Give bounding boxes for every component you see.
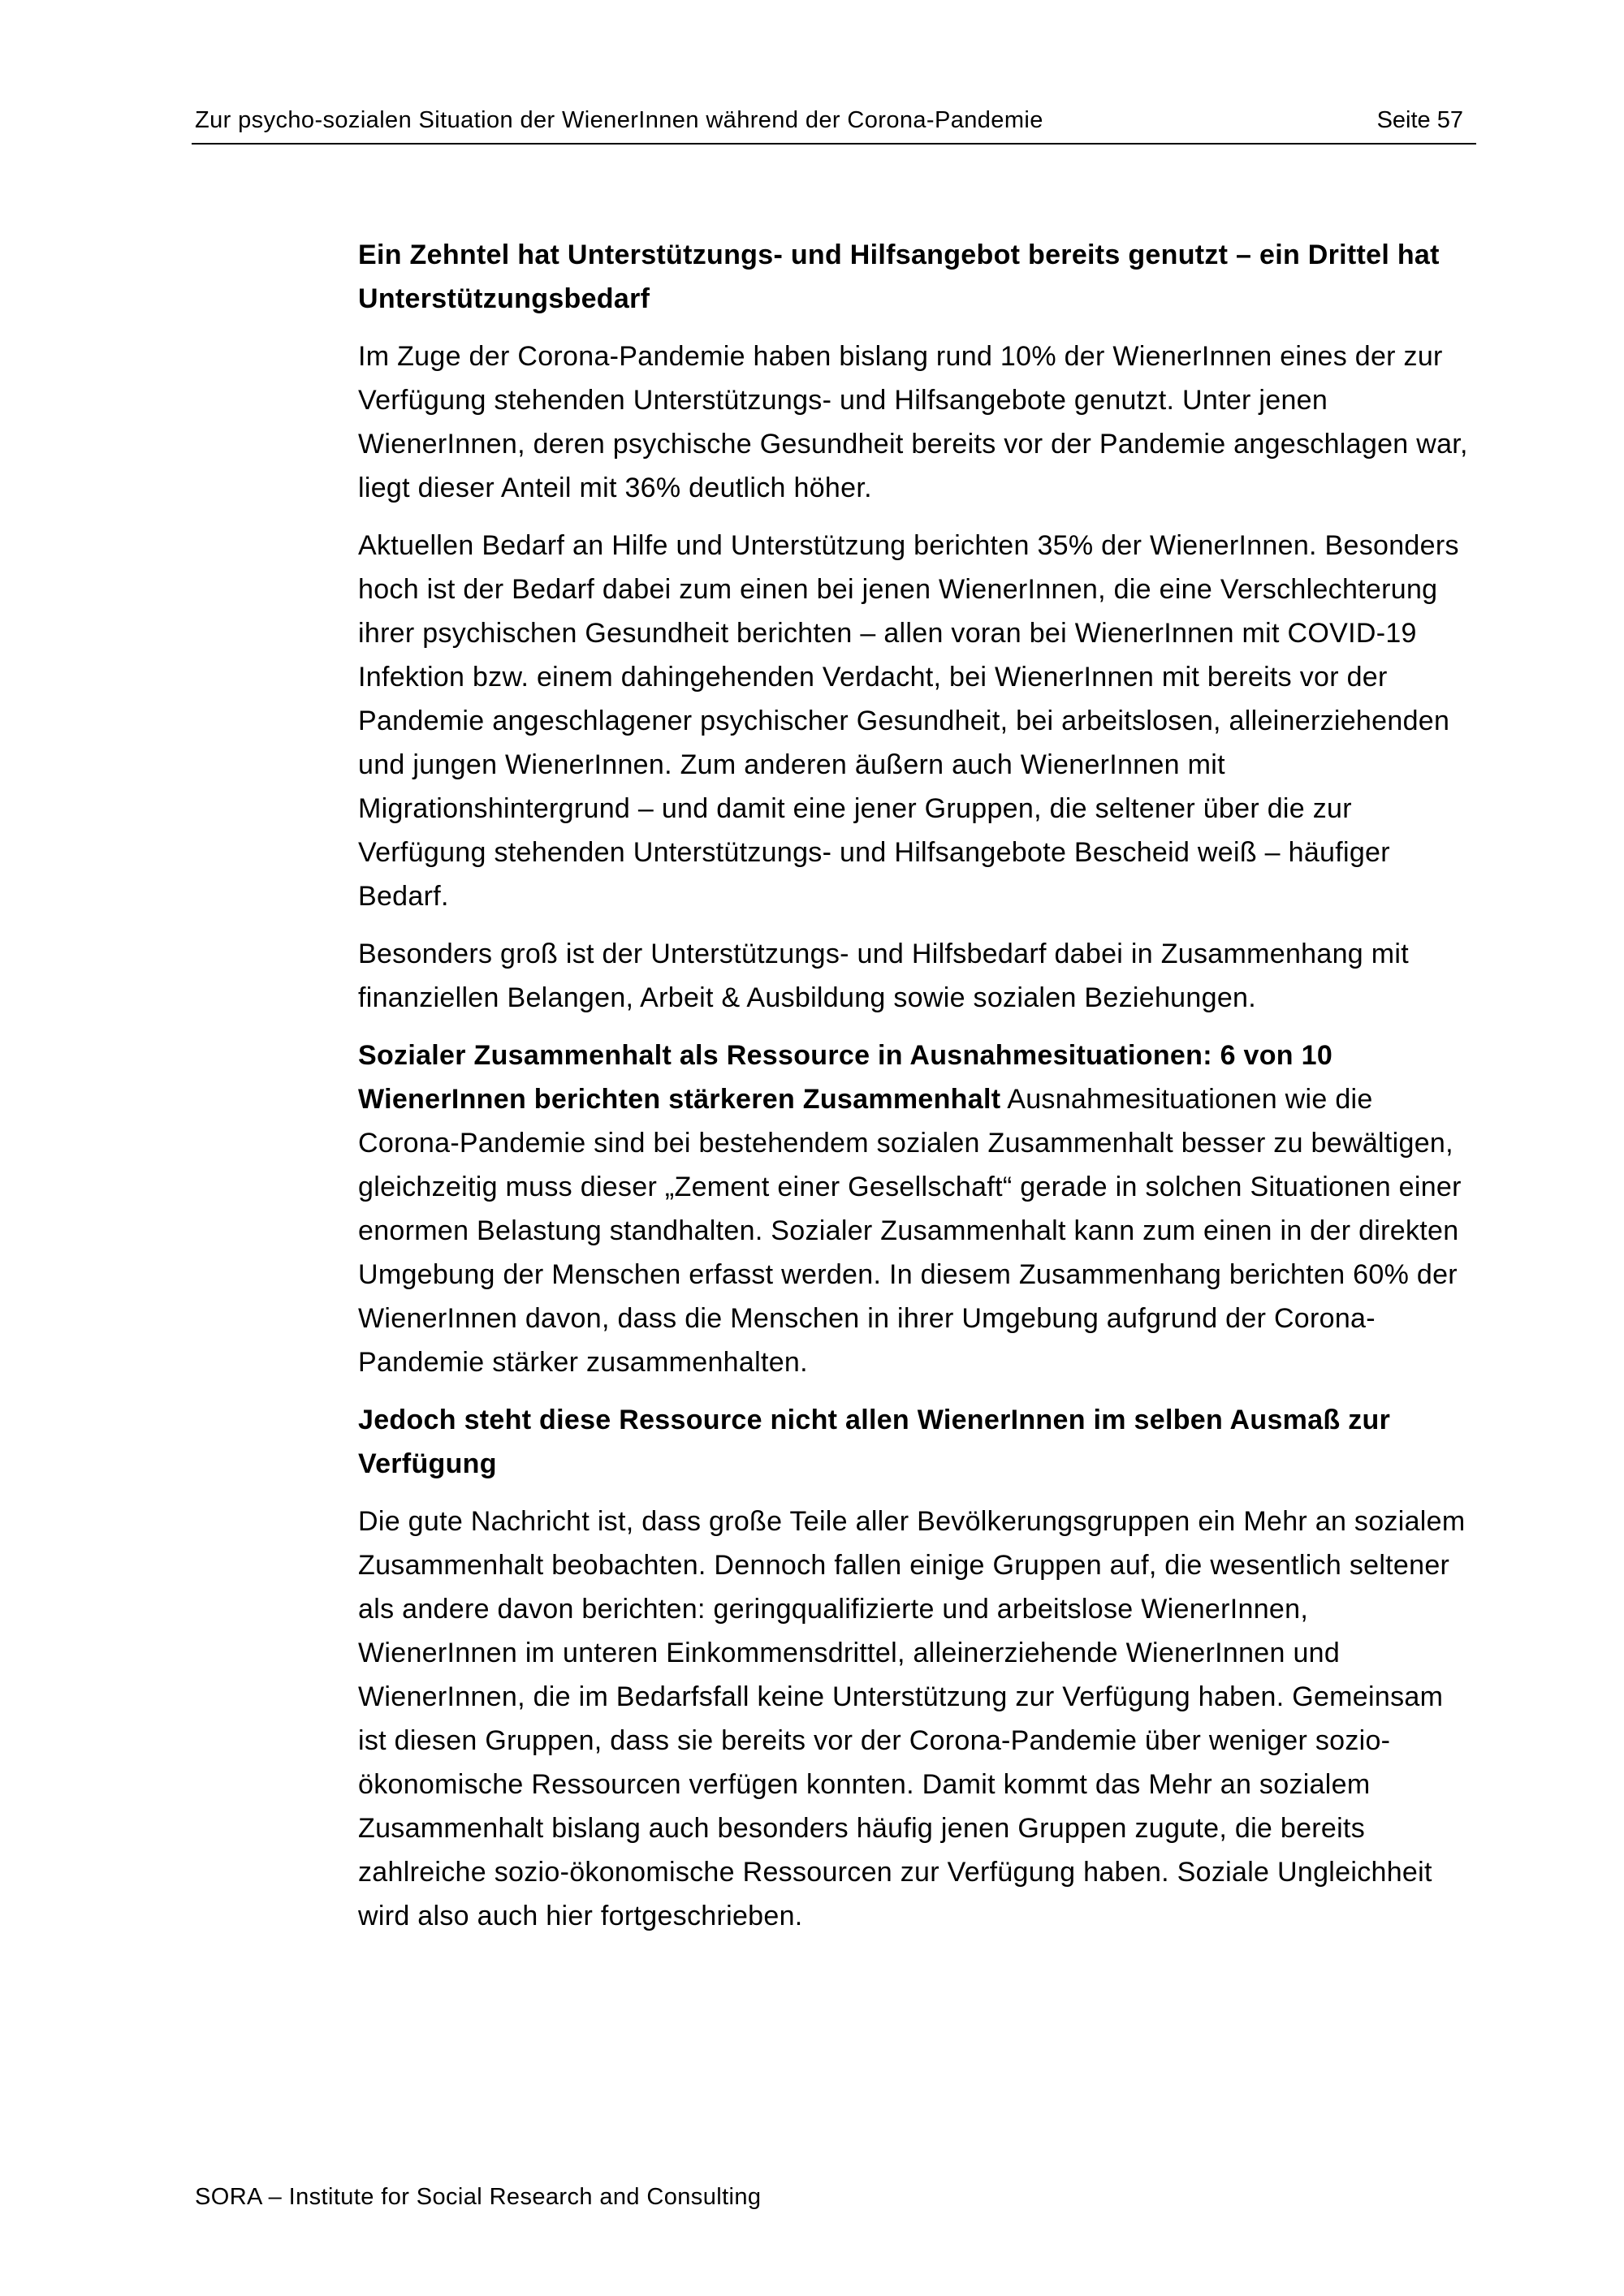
document-body bbox=[358, 233, 1475, 1952]
paragraph-body: Ausnahmesituationen wie die Corona-Pandemie sind bei bestehendem sozialen Zusammenhalt besser zu bewältigen, gleichzeitig muss dieser „Zement einer Gesellschaft“ gerade in solchen Situationen einer enormen Belastung standhalten. Sozialer Zusammenhalt kann zum einen in der direkten Umgebung der Menschen erfasst werden. In diesem Zusammenhang berichten 60% der WienerInnen davon, dass die Menschen in ihrer Umgebung aufgrund der Corona-Pandemie stärker zusammenhalten. bbox=[358, 1084, 1462, 1378]
section-heading: Jedoch steht diese Ressource nicht allen WienerInnen im selben Ausmaß zur Verfügung bbox=[358, 1405, 1391, 1479]
page-footer: SORA – Institute for Social Research and Consulting bbox=[195, 2184, 762, 2210]
paragraph: Die gute Nachricht ist, dass große Teile aller Bevölkerungsgruppen ein Mehr an sozialem Zusammenhalt beobachten. Dennoch fallen einige Gruppen auf, die wesentlich seltener als andere davon berichten: geringqualifizierte und arbeitslose WienerInnen, WienerInnen im unteren Einkommensdrittel, alleinerziehende WienerInnen und WienerInnen, die im Bedarfsfall keine Unterstützung zur Verfügung haben. Gemeinsam ist diesen Gruppen, dass sie bereits vor der Corona-Pandemie über weniger sozio-ökonomische Ressourcen verfügen konnten. Damit kommt das Mehr an sozialem Zusammenhalt bislang auch besonders häufig jenen Gruppen zugute, die bereits zahlreiche sozio-ökonomische Ressourcen zur Verfügung haben. Soziale Ungleichheit wird also auch hier fortgeschrieben. bbox=[358, 1506, 1466, 1931]
page-header bbox=[192, 101, 1476, 145]
paragraph: Aktuellen Bedarf an Hilfe und Unterstützung berichten 35% der WienerInnen. Besonders hoch ist der Bedarf dabei zum einen bei jenen WienerInnen, die eine Verschlechterung ihrer psychischen Gesundheit berichten – allen voran bei WienerInnen mit COVID-19 Infektion bzw. einem dahingehenden Verdacht, bei WienerInnen mit bereits vor der Pandemie angeschlagener psychischer Gesundheit, bei arbeitslosen, alleinerziehenden und jungen WienerInnen. Zum anderen äußern auch WienerInnen mit Migrationshintergrund – und damit eine jener Gruppen, die seltener über die zur Verfügung stehenden Unterstützungs- und Hilfsangebote Bescheid weiß – häufiger Bedarf. bbox=[358, 530, 1459, 912]
paragraph: Im Zuge der Corona-Pandemie haben bislang rund 10% der WienerInnen eines der zur Verfügung stehenden Unterstützungs- und Hilfsangebote genutzt. Unter jenen WienerInnen, deren psychische Gesundheit bereits vor der Pandemie angeschlagen war, liegt dieser Anteil mit 36% deutlich höher. bbox=[358, 341, 1468, 503]
header-title: Zur psycho-sozialen Situation der WienerInnen während der Corona-Pandemie bbox=[195, 107, 1043, 133]
paragraph-with-lead bbox=[358, 1034, 1475, 1384]
inline-heading: Sozialer Zusammenhalt als Ressource in Ausnahmesituationen: 6 von 10 WienerInnen berichten stärkeren Zusammenhalt bbox=[358, 1040, 1333, 1115]
paragraph: Besonders groß ist der Unterstützungs- und Hilfsbedarf dabei in Zusammenhang mit finanziellen Belangen, Arbeit & Ausbildung sowie sozialen Beziehungen. bbox=[358, 939, 1409, 1013]
page-number: Seite 57 bbox=[1376, 107, 1463, 133]
section-heading: Ein Zehntel hat Unterstützungs- und Hilfsangebot bereits genutzt – ein Drittel hat Unterstützungsbedarf bbox=[358, 240, 1440, 314]
